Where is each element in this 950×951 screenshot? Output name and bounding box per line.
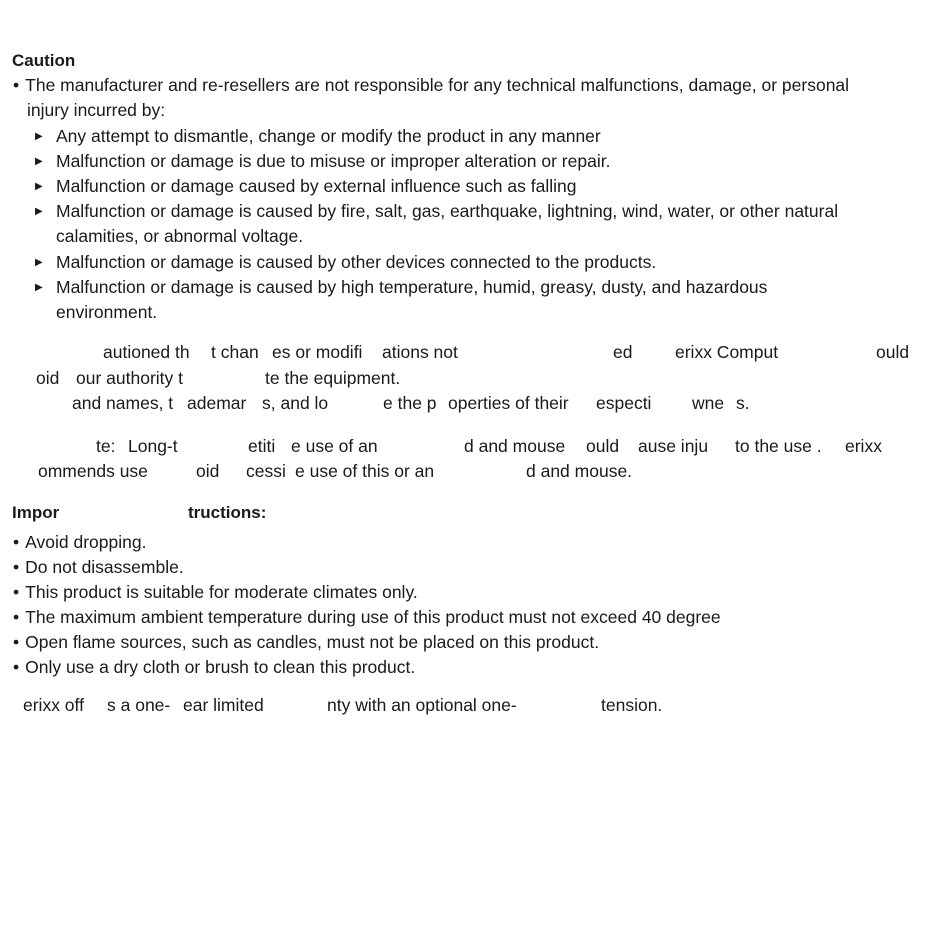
triangle-right-icon: ▶ <box>35 257 43 268</box>
notice2-fragment: erixx <box>845 436 882 456</box>
instruction-item: • Avoid dropping. <box>13 530 146 555</box>
notice1-fragment: ademar <box>187 393 247 413</box>
notice2-fragment: d and mouse <box>464 436 566 456</box>
notice1-fragment: our authority t <box>76 368 183 388</box>
warranty-fragment: erixx off <box>23 695 84 715</box>
notice1-fragment: ed <box>613 342 633 362</box>
notice1-fragment: e the p <box>383 393 437 413</box>
notice1-fragment: ould <box>876 342 910 362</box>
instruction-item: • Open flame sources, such as candles, must not be placed on this product. <box>13 630 599 655</box>
notice2-fragment: Long-t <box>128 436 178 456</box>
notice2-fragment: te: <box>96 436 116 456</box>
notice2-fragment: ause inju <box>638 436 709 456</box>
caution-item-continued: calamities, or abnormal voltage. <box>56 226 304 246</box>
instructions-heading-right: tructions: <box>188 503 267 522</box>
notice2-fragment: ommends use <box>38 461 148 481</box>
notice1-fragment: operties of their <box>448 393 569 413</box>
caution-item: Malfunction or damage caused by external influence such as falling <box>56 176 577 196</box>
notice2-fragment: e use of this or an <box>295 461 435 481</box>
notice2-fragment: to the use . <box>735 436 822 456</box>
notice2-fragment: e use of an <box>291 436 378 456</box>
caution-heading: Caution <box>12 51 76 70</box>
warranty-fragment: s a one- <box>107 695 171 715</box>
instruction-item: • Only use a dry cloth or brush to clean this product. <box>13 655 415 680</box>
instructions-heading-left: Impor <box>12 503 60 522</box>
caution-intro-line2: injury incurred by: <box>27 100 166 120</box>
notice2-fragment: ould <box>586 436 620 456</box>
notice1-fragment: es or modifi <box>272 342 363 362</box>
instruction-item: • Do not disassemble. <box>13 555 184 580</box>
notice1-fragment: oid <box>36 368 60 388</box>
warranty-fragment: ear limited <box>183 695 264 715</box>
warranty-fragment: nty with an optional one- <box>327 695 517 715</box>
caution-item-continued: environment. <box>56 302 158 322</box>
caution-intro-line1: • The manufacturer and re-resellers are not responsible for any technical malfunctions, damage, or personal <box>13 73 849 98</box>
triangle-right-icon: ▶ <box>35 156 43 167</box>
instruction-item: • This product is suitable for moderate climates only. <box>13 580 418 605</box>
caution-item: Any attempt to dismantle, change or modify the product in any manner <box>56 126 601 146</box>
notice1-fragment: t chan <box>211 342 259 362</box>
notice2-fragment: d and mouse. <box>526 461 633 481</box>
notice2-fragment: oid <box>196 461 220 481</box>
notice2-fragment: cessi <box>246 461 286 481</box>
warranty-fragment: tension. <box>601 695 663 715</box>
caution-item: Malfunction or damage is caused by other devices connected to the products. <box>56 252 657 272</box>
notice1-fragment: s, and lo <box>262 393 329 413</box>
notice1-fragment: and names, t <box>72 393 174 413</box>
notice1-fragment: erixx Comput <box>675 342 779 362</box>
notice1-fragment: ations not <box>382 342 458 362</box>
notice1-fragment: s. <box>736 393 750 413</box>
triangle-right-icon: ▶ <box>35 131 43 142</box>
triangle-right-icon: ▶ <box>35 181 43 192</box>
caution-item: Malfunction or damage is due to misuse or improper alteration or repair. <box>56 151 611 171</box>
notice1-fragment: especti <box>596 393 652 413</box>
notice1-fragment: wne <box>692 393 725 413</box>
notice1-fragment: te the equipment. <box>265 368 401 388</box>
caution-item: Malfunction or damage is caused by fire, salt, gas, earthquake, lightning, wind, water, or other natural <box>56 201 839 221</box>
caution-item: Malfunction or damage is caused by high temperature, humid, greasy, dusty, and hazardous <box>56 277 768 297</box>
notice2-fragment: etiti <box>248 436 276 456</box>
notice1-fragment: autioned th <box>103 342 190 362</box>
instruction-item: • The maximum ambient temperature during use of this product must not exceed 40 degree <box>13 605 721 630</box>
triangle-right-icon: ▶ <box>35 206 43 217</box>
triangle-right-icon: ▶ <box>35 282 43 293</box>
